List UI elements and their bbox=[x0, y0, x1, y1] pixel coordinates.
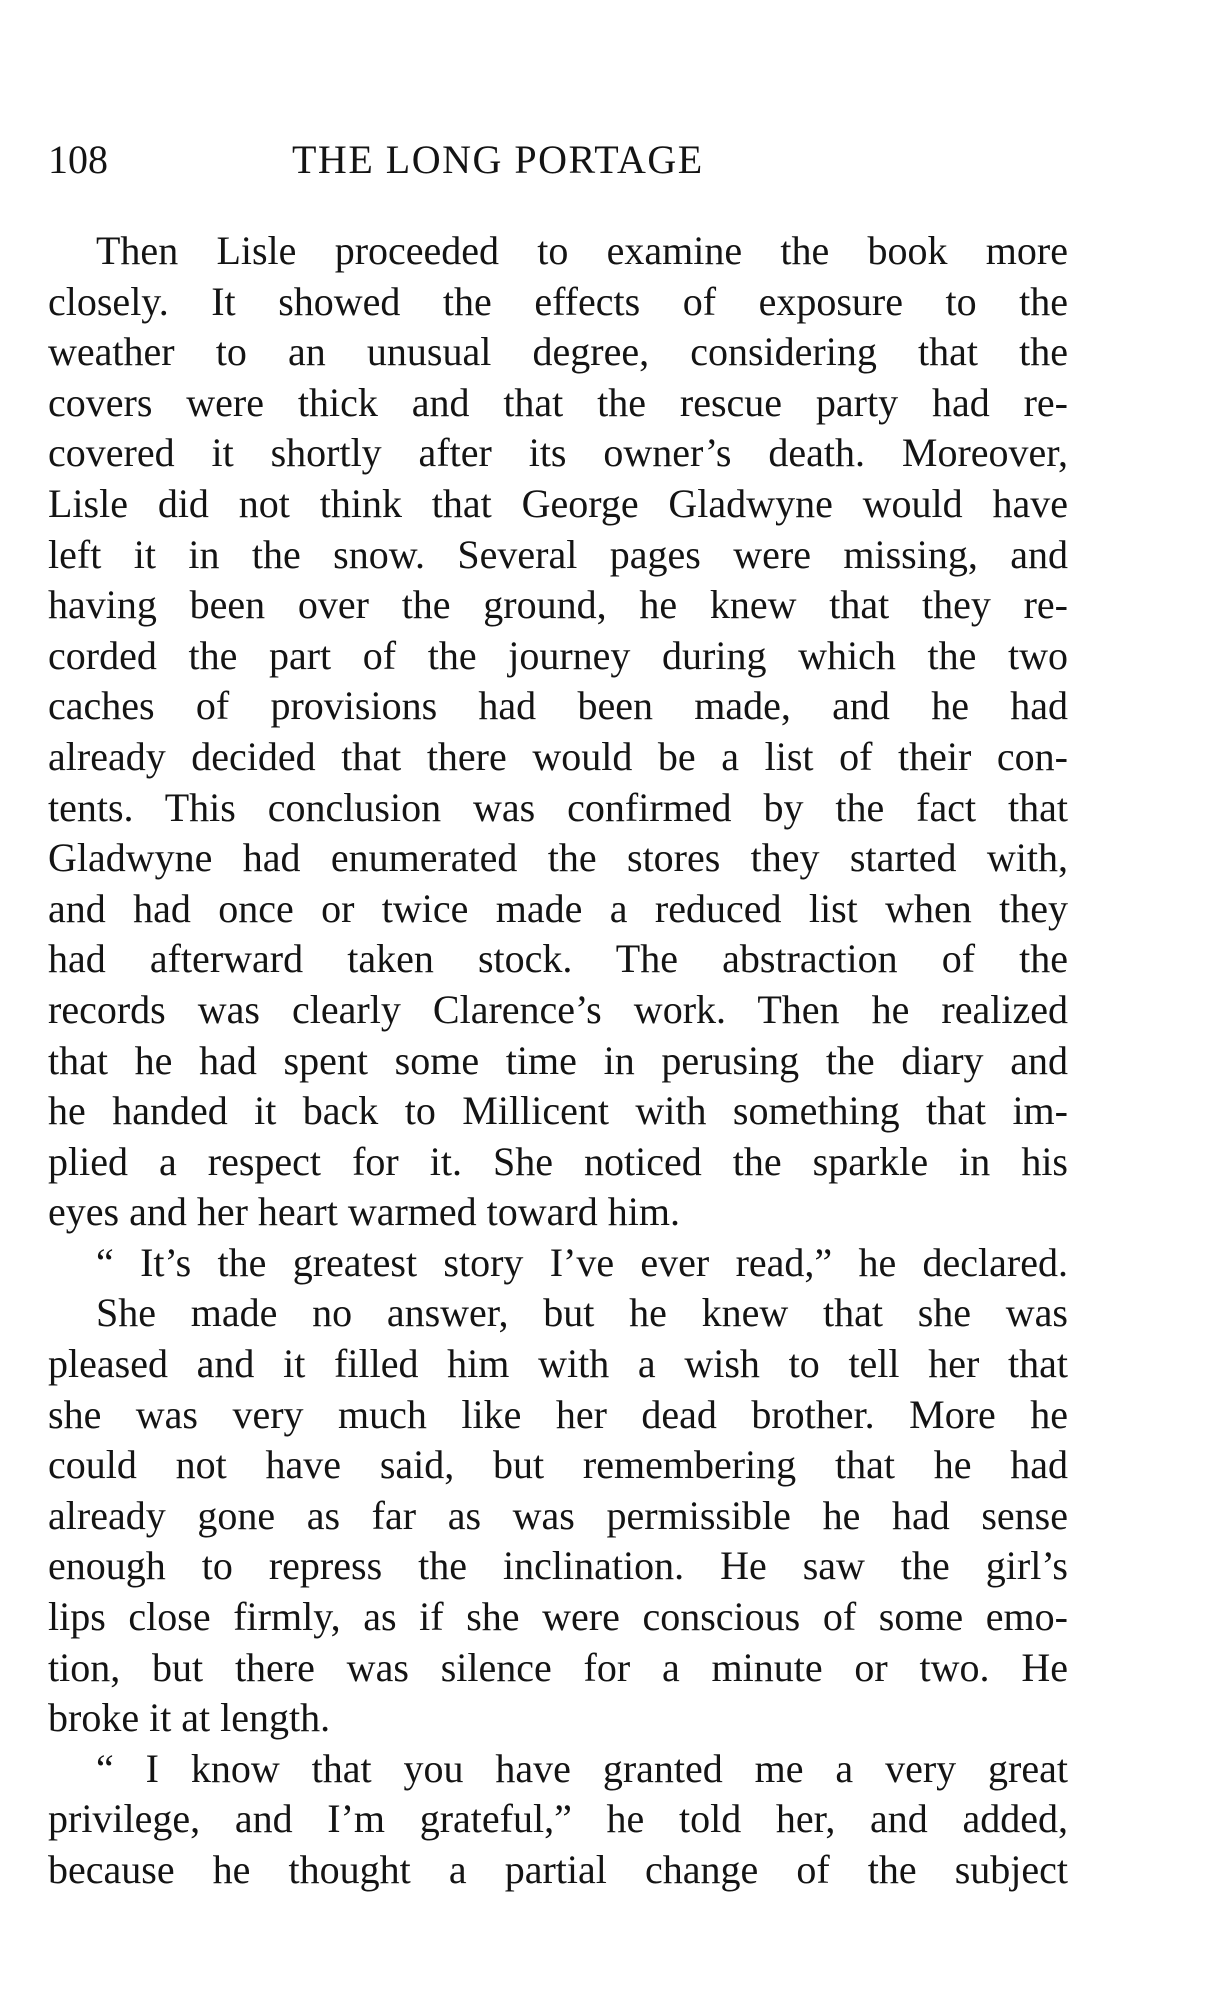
text-line: lips close firmly, as if she were conscious of some emo- bbox=[48, 1594, 1068, 1640]
running-head bbox=[48, 136, 1068, 184]
text-line: had afterward taken stock. The abstraction of the bbox=[48, 936, 1068, 982]
text-line: caches of provisions had been made, and he had bbox=[48, 683, 1068, 729]
text-line: broke it at length. bbox=[48, 1695, 331, 1741]
running-title: THE LONG PORTAGE bbox=[292, 137, 704, 182]
text-line: could not have said, but remembering that he had bbox=[48, 1442, 1068, 1488]
text-line: tents. This conclusion was confirmed by the fact that bbox=[48, 784, 1068, 830]
text-line: left it in the snow. Several pages were missing, and bbox=[48, 531, 1068, 577]
text-line: eyes and her heart warmed toward him. bbox=[48, 1189, 680, 1235]
text-line: “ It’s the greatest story I’ve ever read,” he declared. bbox=[96, 1239, 1068, 1285]
page-number: 108 bbox=[48, 137, 108, 182]
text-line: She made no answer, but he knew that she was bbox=[96, 1290, 1068, 1336]
text-line: having been over the ground, he knew that they re- bbox=[48, 582, 1068, 628]
text-line: enough to repress the inclination. He saw the girl’s bbox=[48, 1543, 1068, 1589]
text-line: he handed it back to Millicent with something that im- bbox=[48, 1088, 1068, 1134]
text-line: corded the part of the journey during which the two bbox=[48, 632, 1068, 678]
text-line: covers were thick and that the rescue party had re- bbox=[48, 379, 1068, 425]
text-line: privilege, and I’m grateful,” he told her, and added, bbox=[48, 1796, 1068, 1842]
text-line: plied a respect for it. She noticed the sparkle in his bbox=[48, 1138, 1068, 1184]
text-line: and had once or twice made a reduced list when they bbox=[48, 885, 1068, 931]
text-line: Lisle did not think that George Gladwyne would have bbox=[48, 480, 1068, 526]
body-text bbox=[48, 226, 1068, 1896]
text-line: she was very much like her dead brother. More he bbox=[48, 1391, 1068, 1437]
text-line: pleased and it filled him with a wish to tell her that bbox=[48, 1341, 1068, 1387]
text-line: Then Lisle proceeded to examine the book more bbox=[96, 228, 1068, 273]
text-line: weather to an unusual degree, considering that the bbox=[48, 329, 1068, 375]
text-line: “ I know that you have granted me a very great bbox=[96, 1745, 1068, 1791]
text-line: that he had spent some time in perusing the diary and bbox=[48, 1037, 1068, 1083]
text-line: already gone as far as was permissible he had sense bbox=[48, 1492, 1068, 1538]
text-line: covered it shortly after its owner’s death. Moreover, bbox=[48, 430, 1068, 476]
text-line: because he thought a partial change of the subject bbox=[48, 1847, 1068, 1892]
text-line: already decided that there would be a list of their con- bbox=[48, 733, 1068, 779]
text-line: records was clearly Clarence’s work. Then he realized bbox=[48, 986, 1068, 1032]
text-line: tion, but there was silence for a minute or two. He bbox=[48, 1644, 1068, 1690]
text-line: closely. It showed the effects of exposure to the bbox=[48, 278, 1068, 324]
text-line: Gladwyne had enumerated the stores they started with, bbox=[48, 835, 1068, 881]
